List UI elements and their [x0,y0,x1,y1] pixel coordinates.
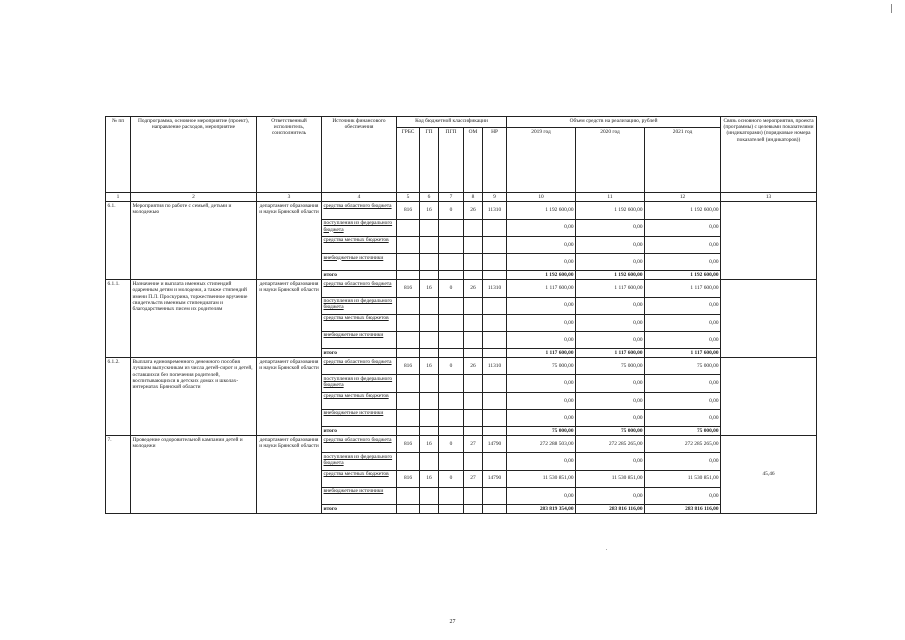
amount-2019: 0,00 [507,453,576,470]
amount-2021: 0,00 [645,236,721,253]
amount-2020: 272 285 265,00 [576,436,645,453]
code-grbs: 816 [397,470,420,487]
code-gp [420,297,439,314]
total-2019: 75 000,00 [507,427,576,436]
code-gp [420,409,439,426]
column-number: 12 [645,193,721,202]
header-2021: 2021 год [645,128,721,193]
code-gp: 16 [420,358,439,375]
amount-2019: 0,00 [507,219,576,236]
code-nr [483,253,507,270]
code-om: 26 [464,202,483,219]
section-number: 6.1. [106,202,131,280]
column-number: 9 [483,193,507,202]
code-pgp: 0 [439,436,464,453]
amount-2019: 0,00 [507,253,576,270]
amount-2020: 0,00 [576,219,645,236]
column-number-row [106,193,817,202]
section-title: Проведение оздоровительной кампании детей и молодежи [131,436,257,514]
funding-source: средства областного бюджета [322,436,397,453]
code-om [464,314,483,331]
total-2021: 1 117 600,00 [645,349,721,358]
code-gp [420,314,439,331]
amount-2021: 75 000,00 [645,358,721,375]
amount-2021: 0,00 [645,219,721,236]
code-grbs [397,253,420,270]
code-nr: 14790 [483,470,507,487]
amount-2021: 0,00 [645,392,721,409]
amount-2020: 0,00 [576,236,645,253]
amount-2020: 75 000,00 [576,358,645,375]
funding-source: внебюджетные источники [322,253,397,270]
code-pgp [439,487,464,504]
amount-2020: 0,00 [576,487,645,504]
header-2020: 2020 год [576,128,645,193]
code-grbs [397,236,420,253]
code-grbs: 816 [397,358,420,375]
code-gp: 16 [420,436,439,453]
page-number: 27 [449,619,456,625]
code-grbs [397,219,420,236]
amount-2019: 0,00 [507,331,576,348]
code-om [464,253,483,270]
code-grbs: 816 [397,436,420,453]
section-title: Выплата единовременного денежного пособия лучшим выпускникам из числа детей-сирот и детей, оставшихся без попечения родителей, воспитывающихся в детских домах и школах-интернатах Брянской области [131,358,257,436]
amount-2020: 0,00 [576,253,645,270]
column-number: 6 [420,193,439,202]
amount-2021: 0,00 [645,375,721,392]
code-gp [420,236,439,253]
code-pgp [439,297,464,314]
header-budget-class: Код бюджетной классификации [397,117,507,128]
column-number: 11 [576,193,645,202]
code-om [464,453,483,470]
code-om [464,297,483,314]
header-executor: Ответственный исполнитель, соисполнитель [257,117,322,193]
indicator-link [721,280,817,358]
code-grbs: 816 [397,280,420,297]
amount-2021: 0,00 [645,487,721,504]
header-pgp: ПГП [439,128,464,193]
amount-2020: 0,00 [576,331,645,348]
code-grbs [397,375,420,392]
funding-source: внебюджетные источники [322,331,397,348]
column-number: 10 [507,193,576,202]
column-number: 1 [106,193,131,202]
section-executor: департамент образования и науки Брянской области [257,202,322,280]
funding-source: средства местных бюджетов [322,392,397,409]
code-pgp: 0 [439,202,464,219]
code-om [464,331,483,348]
section-executor: департамент образования и науки Брянской области [257,436,322,514]
total-2019: 283 819 354,00 [507,504,576,513]
amount-2021: 1 117 600,00 [645,280,721,297]
section-number: 7. [106,436,131,514]
code-grbs [397,314,420,331]
code-om: 26 [464,280,483,297]
table-row [106,358,817,375]
scan-speck [606,549,607,550]
total-2020: 1 192 600,00 [576,271,645,280]
amount-2020: 0,00 [576,314,645,331]
amount-2021: 0,00 [645,331,721,348]
code-gp [420,331,439,348]
code-grbs [397,331,420,348]
code-nr [483,392,507,409]
indicator-link [721,202,817,280]
code-gp [420,487,439,504]
table-row [106,280,817,297]
amount-2021: 0,00 [645,453,721,470]
funding-source: средства областного бюджета [322,202,397,219]
code-om: 27 [464,436,483,453]
header-row-1 [106,117,817,128]
amount-2019: 0,00 [507,375,576,392]
column-number: 2 [131,193,257,202]
header-program: Подпрограмма, основное мероприятие (проект), направление расходов, мероприятие [131,117,257,193]
amount-2020: 0,00 [576,375,645,392]
total-label: итого [322,271,397,280]
column-number: 13 [721,193,817,202]
funding-source: поступления из федерального бюджета [322,453,397,470]
code-pgp [439,453,464,470]
funding-source: средства местных бюджетов [322,470,397,487]
section-number: 6.1.1. [106,280,131,358]
code-pgp [439,392,464,409]
header-gp: ГП [420,128,439,193]
funding-source: внебюджетные источники [322,409,397,426]
code-nr [483,409,507,426]
amount-2019: 0,00 [507,314,576,331]
funding-source: поступления из федерального бюджета [322,375,397,392]
amount-2019: 0,00 [507,392,576,409]
code-grbs [397,297,420,314]
section-number: 6.1.2. [106,358,131,436]
header-link: Связь основного мероприятия, проекта (программы) с целевыми показателями (индикаторами) (порядковые номера показателей (индикаторов)) [721,117,817,193]
code-grbs: 816 [397,202,420,219]
section-executor: департамент образования и науки Брянской области [257,358,322,436]
amount-2021: 0,00 [645,297,721,314]
scan-edge-mark [891,4,892,13]
table-row [106,202,817,219]
funding-source: средства местных бюджетов [322,314,397,331]
code-pgp [439,375,464,392]
code-gp: 16 [420,280,439,297]
code-om [464,236,483,253]
code-pgp [439,409,464,426]
section-title: Мероприятия по работе с семьей, детьми и молодежью [131,202,257,280]
total-2021: 283 816 116,00 [645,504,721,513]
section-title: Назначение и выплата именных стипендий одаренным детям и молодежи, а также стипендий имени П.Л. Проскурина, торжественное вручение свидетельств именным стипендиатам и благодарственных писем их родителям [131,280,257,358]
amount-2019: 1 117 600,00 [507,280,576,297]
total-label: итого [322,427,397,436]
header-source: Источник финансового обеспечения [322,117,397,193]
amount-2019: 0,00 [507,297,576,314]
header-grbs: ГРБС [397,128,420,193]
header-volume: Объем средств на реализацию, рублей [507,117,721,128]
code-gp [420,375,439,392]
column-number: 7 [439,193,464,202]
amount-2019: 0,00 [507,487,576,504]
code-nr: 11310 [483,202,507,219]
amount-2019: 0,00 [507,236,576,253]
code-grbs [397,453,420,470]
amount-2020: 1 192 600,00 [576,202,645,219]
code-nr [483,375,507,392]
total-2019: 1 192 600,00 [507,271,576,280]
header-om: ОМ [464,128,483,193]
header-2019: 2019 год [507,128,576,193]
code-om [464,219,483,236]
amount-2021: 1 192 600,00 [645,202,721,219]
amount-2019: 75 000,00 [507,358,576,375]
total-label: итого [322,504,397,513]
code-pgp: 0 [439,280,464,297]
header-nr: НР [483,128,507,193]
amount-2019: 1 192 600,00 [507,202,576,219]
funding-source: поступления из федерального бюджета [322,219,397,236]
column-number: 3 [257,193,322,202]
funding-source: средства местных бюджетов [322,236,397,253]
code-nr: 11310 [483,280,507,297]
funding-source: внебюджетные источники [322,487,397,504]
code-pgp [439,331,464,348]
amount-2020: 0,00 [576,453,645,470]
code-gp [420,453,439,470]
code-grbs [397,487,420,504]
amount-2021: 0,00 [645,409,721,426]
amount-2021: 0,00 [645,253,721,270]
indicator-link: 45,46 [721,436,817,514]
code-om [464,487,483,504]
amount-2020: 1 117 600,00 [576,280,645,297]
amount-2021: 272 285 265,00 [645,436,721,453]
amount-2020: 0,00 [576,409,645,426]
code-om: 26 [464,358,483,375]
funding-source: средства областного бюджета [322,358,397,375]
code-pgp: 0 [439,470,464,487]
code-nr [483,297,507,314]
amount-2019: 11 530 851,00 [507,470,576,487]
table-row [106,436,817,453]
amount-2021: 0,00 [645,314,721,331]
header-num: № пп [106,117,131,193]
total-2019: 1 117 600,00 [507,349,576,358]
code-pgp [439,253,464,270]
total-2020: 1 117 600,00 [576,349,645,358]
code-om [464,375,483,392]
total-2021: 1 192 600,00 [645,271,721,280]
total-2020: 283 816 116,00 [576,504,645,513]
code-om: 27 [464,470,483,487]
code-nr: 11310 [483,358,507,375]
code-pgp: 0 [439,358,464,375]
total-2020: 75 000,00 [576,427,645,436]
code-pgp [439,314,464,331]
amount-2020: 11 530 851,00 [576,470,645,487]
indicator-link [721,358,817,436]
code-nr [483,219,507,236]
column-number: 4 [322,193,397,202]
code-gp [420,392,439,409]
amount-2019: 272 288 503,00 [507,436,576,453]
amount-2019: 0,00 [507,409,576,426]
code-gp: 16 [420,470,439,487]
code-nr [483,487,507,504]
code-om [464,392,483,409]
code-gp [420,219,439,236]
code-om [464,409,483,426]
code-gp: 16 [420,202,439,219]
code-gp [420,253,439,270]
section-executor: департамент образования и науки Брянской области [257,280,322,358]
budget-table-wrapper [105,116,816,514]
code-pgp [439,236,464,253]
funding-source: поступления из федерального бюджета [322,297,397,314]
column-number: 8 [464,193,483,202]
code-nr [483,314,507,331]
code-nr [483,453,507,470]
total-label: итого [322,349,397,358]
amount-2020: 0,00 [576,392,645,409]
code-nr [483,236,507,253]
code-grbs [397,409,420,426]
code-pgp [439,219,464,236]
amount-2020: 0,00 [576,297,645,314]
budget-table [105,116,817,514]
code-grbs [397,392,420,409]
code-nr [483,331,507,348]
code-nr: 14790 [483,436,507,453]
amount-2021: 11 530 851,00 [645,470,721,487]
funding-source: средства областного бюджета [322,280,397,297]
total-2021: 75 000,00 [645,427,721,436]
column-number: 5 [397,193,420,202]
